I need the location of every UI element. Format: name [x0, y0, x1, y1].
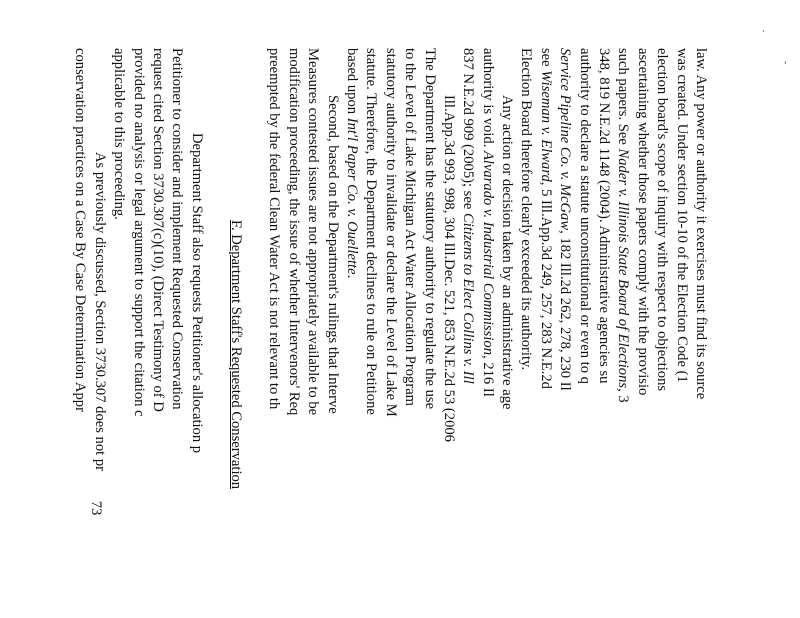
- text-line: law. Any power or authority it exercises must find its source: [693, 48, 709, 400]
- blank-line: [206, 48, 225, 608]
- text-line: As previously discussed, Section 3730.307 does not pr: [91, 152, 108, 472]
- rotated-document-page: [72, 48, 710, 608]
- text-line: request cited Section 3730.307(c)(10), (Direct Testimony of D: [150, 48, 167, 412]
- text-line: see Wiseman v. Elward, 5 Ill.App.3d 249, 257, 283 N.E.2d: [537, 48, 554, 389]
- text-line: Second, based on the Department's rulings that Interve: [324, 95, 341, 414]
- scan-speck: ': [784, 61, 787, 71]
- text-line: such papers. See Nader v. Illinois State Board of Elections, 3: [615, 48, 632, 403]
- text-line: Any action or decision taken by an administrative age: [499, 95, 516, 410]
- text-line: Measures contested issues are not appropriately available to be: [305, 48, 322, 416]
- text-line: authority is void. Alvarado v. Industrial Commission, 216 Il: [479, 48, 496, 397]
- blank-line: [245, 48, 264, 608]
- case-citation: Alvarado v. Industrial Commission: [479, 150, 496, 356]
- scan-speck: ·: [762, 27, 765, 37]
- case-citation: Wiseman v. Elward: [537, 70, 554, 182]
- text-line: provided no analysis or legal argument to support the citation c: [130, 48, 147, 417]
- text-line: applicable to this proceeding.: [111, 48, 128, 220]
- text-line: Service Pipeline Co. v. McGaw, 182 Ill.2d 262, 278, 230 Il: [557, 48, 574, 391]
- text-line: to the Level of Lake Michigan Act Water Allocation Program: [402, 48, 419, 407]
- case-citation: Nader v. Illinois State Board of Elections: [615, 148, 632, 389]
- text-line: 348, 819 N.E.2d 1148 (2004). Administrative agencies su: [596, 48, 613, 384]
- text-line: modification proceeding, the issue of whether Intervenors' Req: [285, 48, 302, 416]
- text-line: based upon Int'l Paper Co. v. Ouellette.: [343, 48, 360, 279]
- text-line: preempted by the federal Clean Water Act is not relevant to th: [266, 48, 283, 410]
- section-heading: F. Department Staff's Requested Conservation: [227, 220, 244, 490]
- text-line: Petitioner to consider and implement Requested Conservation: [169, 48, 186, 410]
- text-line: 837 N.E.2d 909 (2005); see Citizens to Elect Collins v. Ill: [460, 48, 477, 384]
- text-line: conservation practices on a Case By Case Determination Appr: [72, 48, 89, 412]
- text-line: ascertaining whether those papers comply with the provisio: [634, 48, 651, 396]
- text-line: election board's scope of inquiry with respect to objections: [654, 48, 671, 392]
- text-line: Election Board therefore clearly exceeded its authority.: [518, 48, 535, 370]
- case-citation: Int'l Paper Co. v. Ouellette: [343, 117, 360, 275]
- page-number: 73: [88, 500, 104, 516]
- text-line: Department Staff also requests Petitioner's allocation p: [188, 133, 205, 454]
- text-line: was created. Under section 10-10 of the Election Code (1: [673, 48, 690, 383]
- text-line: statutory authority to invalidate or declare the Level of Lake M: [382, 48, 399, 417]
- text-line: statute. Therefore, the Department declines to rule on Petitione: [363, 48, 380, 415]
- text-line: The Department has the statutory authority to regulate the use: [421, 48, 438, 410]
- case-citation: Citizens to Elect Collins v. Ill: [460, 212, 477, 384]
- text-line: authority to declare a statute unconstitutional or even to q: [576, 48, 593, 384]
- text-line: Ill.App.3d 993, 998, 304 Ill.Dec. 521, 853 N.E.2d 53 (2006: [440, 95, 457, 442]
- case-citation: Service Pipeline Co. v. McGaw: [557, 48, 574, 231]
